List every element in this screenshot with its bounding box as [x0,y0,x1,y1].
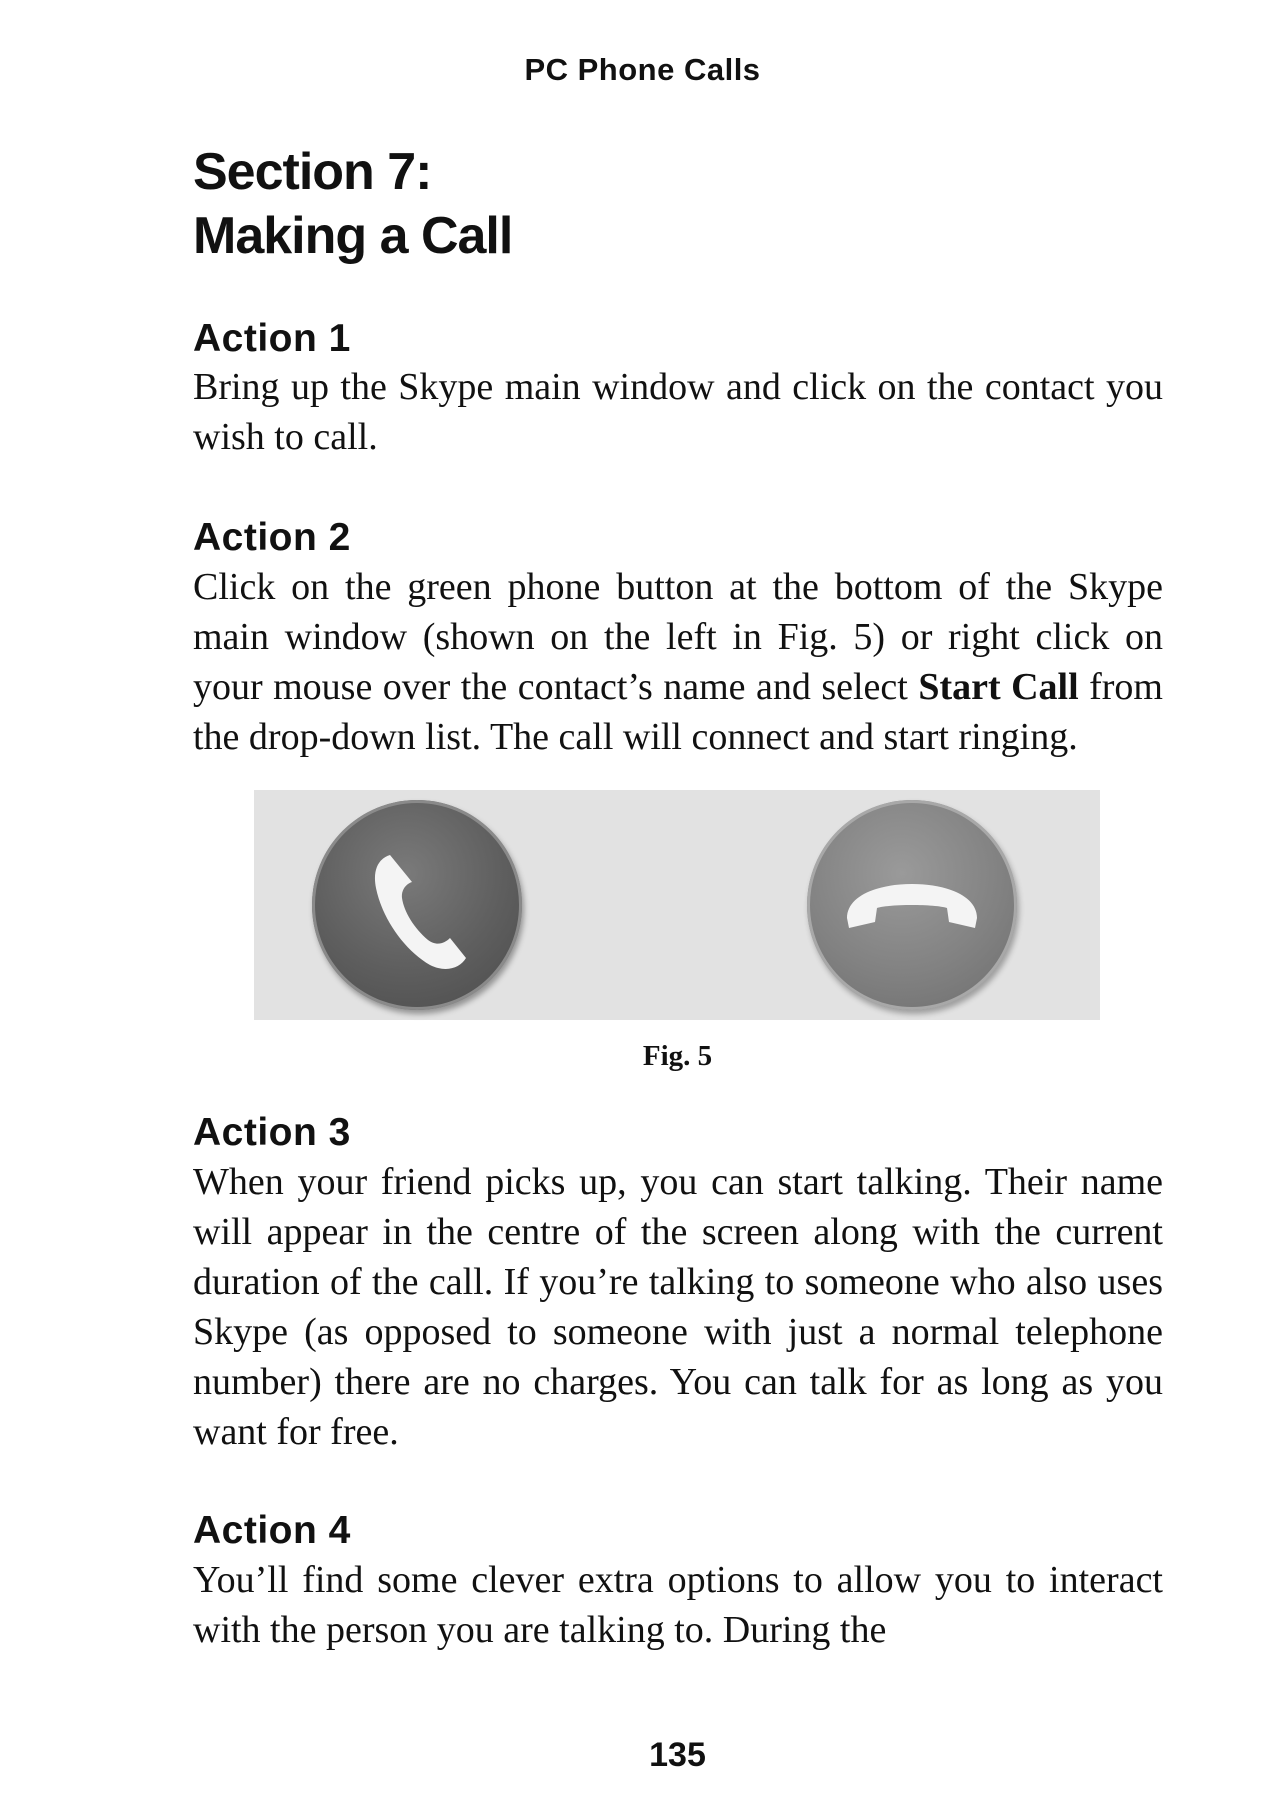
phone-handset-icon [312,800,522,1010]
action-2-body [193,562,1163,762]
call-answer-button [312,800,522,1010]
action-2-body-text: Click on the green phone button at the bottom of the Skype main window (shown on the left in Fig. 5) or right click on your mouse over the contact’s name and select [193,566,1163,708]
start-call-term: Start Call [918,666,1079,708]
action-2-body-text-end: from the drop-down list. The call will connect and start ringing. [193,666,1163,758]
call-hangup-button [807,800,1017,1010]
action-2-heading: Action 2 [193,516,351,559]
action-3-heading: Action 3 [193,1111,351,1154]
action-3-body: When your friend picks up, you can start talking. Their name will appear in the centre of the screen along with the current duration of the call. If you’re talking to someone who also uses Skype (as opposed to someone with just a normal telephone number) there are no charges. You can talk for as long as you want for free. [193,1161,1163,1453]
action-1-body: Bring up the Skype main window and click on the contact you wish to call. [193,366,1163,458]
action-4-body: You’ll find some clever extra options to allow you to interact with the person you are talking to. During the [193,1559,1163,1651]
running-head: PC Phone Calls [524,52,761,87]
action-1-heading: Action 1 [193,317,351,360]
figure-caption: Fig. 5 [642,1040,713,1072]
figure-call-buttons [254,790,1100,1020]
section-number: Section 7: [193,143,432,201]
hangup-handset-icon [807,800,1017,1010]
section-name: Making a Call [193,207,513,265]
action-4-heading: Action 4 [193,1509,351,1552]
page-number: 135 [649,1736,706,1774]
section-title [193,140,512,268]
